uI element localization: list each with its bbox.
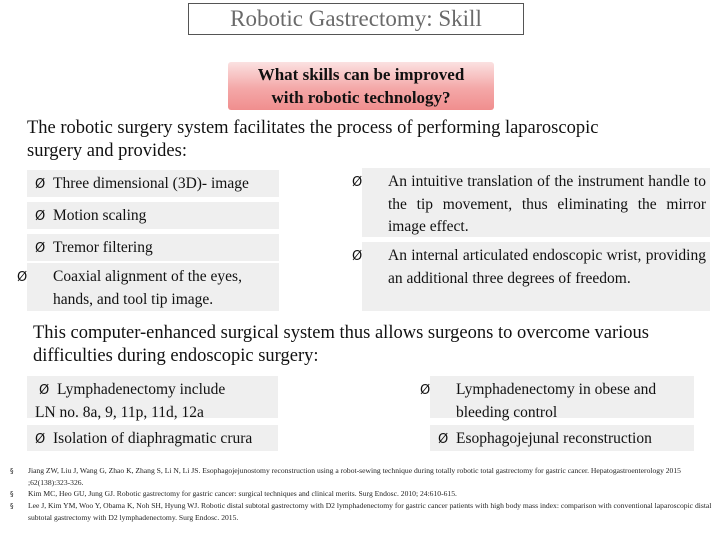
feature-intuitive-translation — [352, 168, 710, 237]
reference-item: § Kim MC, Heo GU, Jung GJ. Robotic gastrectomy for gastric cancer: surgical techniques and clinical merits. Surg Endosc. 2010; 24:610-615. — [10, 489, 457, 498]
intro-line-2: surgery and provides: — [27, 141, 187, 161]
procedure-label: Lymphadenectomy in obese and bleeding control — [456, 381, 657, 421]
feature-label: An internal articulated endoscopic wrist, providing an additional three degrees of freedom. — [388, 247, 706, 287]
summary-line-2: difficulties during endoscopic surgery: — [33, 346, 319, 366]
procedure-label: Lymphadenectomy include — [57, 381, 226, 398]
feature-coaxial-alignment — [17, 263, 279, 311]
arrow-bullet-icon: Ø — [35, 177, 46, 192]
question-callout — [228, 62, 494, 110]
procedure-label: Isolation of diaphragmatic crura — [53, 430, 253, 447]
summary-line-1: This computer-enhanced surgical system thus allows surgeons to overcome various — [33, 323, 649, 343]
references — [4, 465, 716, 523]
square-bullet-icon: § — [10, 467, 14, 475]
question-line-2: with robotic technology? — [271, 88, 451, 107]
arrow-bullet-icon: Ø — [420, 383, 431, 398]
feature-motion-scaling — [27, 202, 279, 229]
arrow-bullet-icon: Ø — [39, 383, 50, 398]
arrow-bullet-icon: Ø — [35, 432, 46, 447]
square-bullet-icon: § — [10, 502, 14, 510]
procedure-lymphadenectomy-ln — [27, 376, 278, 421]
feature-tremor-filtering — [27, 234, 279, 261]
feature-label: Three dimensional (3D)- image — [53, 175, 249, 192]
arrow-bullet-icon: Ø — [17, 270, 28, 285]
intro-line-1: The robotic surgery system facilitates the process of performing laparoscopic — [27, 118, 599, 138]
feature-3d-image — [27, 170, 279, 197]
reference-item: § Jiang ZW, Liu J, Wang G, Zhao K, Zhang S, Li N, Li JS. Esophagojejunostomy reconstruction using a robot-sewing technique during totally robotic total gastrectomy for gastric cancer. Hepatogastroenterology 2015 ;62(138):323-326. — [10, 466, 681, 487]
procedure-esophagojejunal — [430, 425, 694, 451]
procedure-diaphragmatic-crura — [27, 425, 278, 451]
feature-label: Coaxial alignment of the eyes, hands, and tool tip image. — [53, 268, 242, 308]
reference-item: § Lee J, Kim YM, Woo Y, Obama K, Noh SH, Hyung WJ. Robotic distal subtotal gastrectomy with D2 lymphadenectomy for gastric cancer patients with high body mass index: comparison with conventional laparoscopic distal subtotal gastrectomy with D2 lymphadenectomy. Surg Endosc. 2015. — [10, 501, 712, 522]
procedure-lymphadenectomy-obese — [420, 376, 694, 421]
feature-label: An intuitive translation of the instrument handle to the tip movement, thus eliminating the mirror image effect. — [388, 173, 706, 235]
arrow-bullet-icon: Ø — [35, 241, 46, 256]
slide-title: Robotic Gastrectomy: Skill — [188, 3, 524, 35]
question-line-1: What skills can be improved — [257, 65, 465, 84]
feature-label: Motion scaling — [53, 207, 147, 224]
square-bullet-icon: § — [10, 490, 14, 498]
arrow-bullet-icon: Ø — [352, 249, 363, 264]
arrow-bullet-icon: Ø — [352, 175, 363, 190]
feature-label: Tremor filtering — [53, 239, 153, 256]
procedure-label-ln-list: LN no. 8a, 9, 11p, 11d, 12a — [35, 404, 204, 421]
intro-paragraph — [27, 117, 707, 163]
arrow-bullet-icon: Ø — [438, 432, 449, 447]
summary-paragraph — [33, 322, 713, 368]
procedure-label: Esophagojejunal reconstruction — [456, 430, 652, 447]
feature-endoscopic-wrist — [352, 242, 710, 311]
arrow-bullet-icon: Ø — [35, 209, 46, 224]
